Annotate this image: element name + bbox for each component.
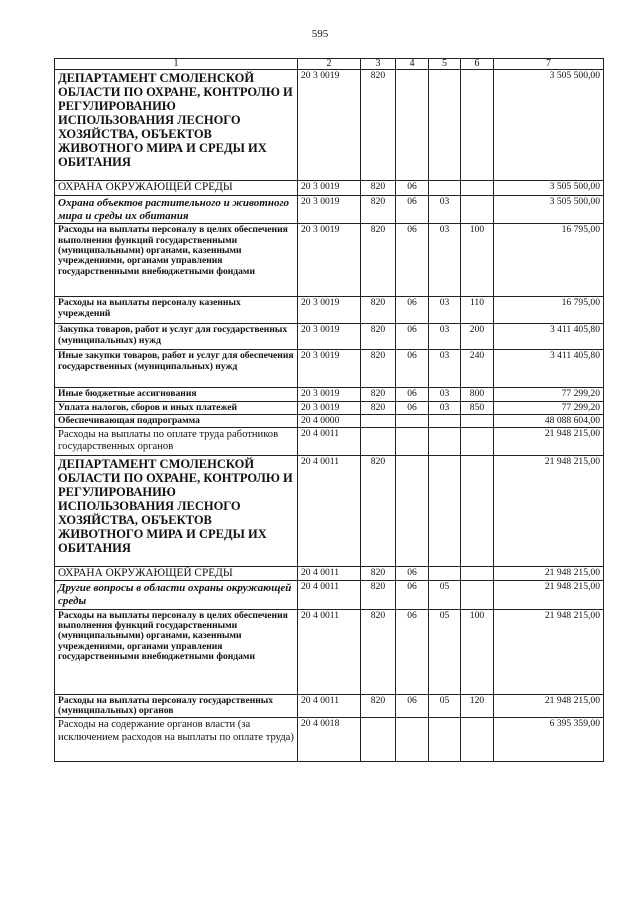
row-value-cell: 20 4 0011 [298, 566, 361, 581]
budget-table [54, 58, 604, 762]
table-body [55, 70, 604, 762]
row-value-cell: 06 [396, 324, 429, 350]
row-value-cell [461, 195, 494, 223]
table-row [55, 324, 604, 350]
table-row [55, 388, 604, 401]
row-name-cell: ДЕПАРТАМЕНТ СМОЛЕНСКОЙ ОБЛАСТИ ПО ОХРАНЕ, КОНТРОЛЮ И РЕГУЛИРОВАНИЮ ИСПОЛЬЗОВАНИЯ ЛЕСНОГО ХОЗЯЙСТВА, ОБЪЕКТОВ ЖИВОТНОГО МИРА И СРЕДЫ ИХ ОБИТАНИЯ [55, 455, 298, 566]
table-row [55, 428, 604, 455]
row-value-cell: 20 4 0018 [298, 718, 361, 762]
row-value-cell: 03 [429, 297, 461, 324]
row-value-cell [429, 566, 461, 581]
row-value-cell [461, 566, 494, 581]
row-value-cell: 20 3 0019 [298, 388, 361, 401]
row-name-cell: Обеспечивающая подпрограмма [55, 414, 298, 427]
row-value-cell [429, 70, 461, 181]
row-value-cell: 16 795,00 [494, 224, 604, 297]
row-value-cell: 20 3 0019 [298, 297, 361, 324]
table-row [55, 224, 604, 297]
row-name-cell: Иные закупки товаров, работ и услуг для обеспечения государственных (муниципальных) нужд [55, 350, 298, 388]
row-value-cell: 820 [361, 70, 396, 181]
row-value-cell [429, 718, 461, 762]
column-header: 1 [55, 59, 298, 70]
table-row [55, 414, 604, 427]
row-value-cell: 06 [396, 566, 429, 581]
row-value-cell: 100 [461, 609, 494, 694]
row-value-cell [461, 581, 494, 609]
row-value-cell [429, 181, 461, 196]
row-value-cell: 3 411 405,80 [494, 324, 604, 350]
row-value-cell: 6 395 359,00 [494, 718, 604, 762]
row-value-cell: 03 [429, 401, 461, 414]
row-value-cell: 20 3 0019 [298, 181, 361, 196]
row-value-cell: 03 [429, 350, 461, 388]
row-value-cell: 03 [429, 195, 461, 223]
row-value-cell: 77 299,20 [494, 401, 604, 414]
row-value-cell: 240 [461, 350, 494, 388]
row-value-cell: 820 [361, 455, 396, 566]
row-value-cell: 20 3 0019 [298, 350, 361, 388]
row-value-cell: 06 [396, 224, 429, 297]
row-value-cell [461, 455, 494, 566]
row-value-cell: 05 [429, 694, 461, 718]
table-row [55, 181, 604, 196]
row-value-cell: 77 299,20 [494, 388, 604, 401]
row-value-cell [461, 414, 494, 427]
row-value-cell: 200 [461, 324, 494, 350]
row-value-cell: 20 3 0019 [298, 324, 361, 350]
row-value-cell: 820 [361, 324, 396, 350]
row-value-cell [396, 718, 429, 762]
row-value-cell [396, 414, 429, 427]
row-name-cell: Расходы на выплаты персоналу государственных (муниципальных) органов [55, 694, 298, 718]
row-value-cell [396, 70, 429, 181]
row-name-cell: Расходы на содержание органов власти (за исключением расходов на выплаты по оплате труда) [55, 718, 298, 762]
row-value-cell: 03 [429, 224, 461, 297]
row-name-cell: ОХРАНА ОКРУЖАЮЩЕЙ СРЕДЫ [55, 566, 298, 581]
row-value-cell [361, 718, 396, 762]
row-value-cell: 100 [461, 224, 494, 297]
row-value-cell: 20 4 0011 [298, 609, 361, 694]
table-row [55, 609, 604, 694]
row-value-cell [429, 414, 461, 427]
row-value-cell: 06 [396, 181, 429, 196]
row-value-cell: 820 [361, 609, 396, 694]
row-value-cell: 06 [396, 297, 429, 324]
row-value-cell: 21 948 215,00 [494, 581, 604, 609]
row-value-cell [429, 428, 461, 455]
table-row [55, 718, 604, 762]
row-value-cell: 03 [429, 324, 461, 350]
row-value-cell: 16 795,00 [494, 297, 604, 324]
column-header: 5 [429, 59, 461, 70]
row-value-cell: 820 [361, 181, 396, 196]
row-name-cell: Расходы на выплаты по оплате труда работников государственных органов [55, 428, 298, 455]
row-name-cell: ДЕПАРТАМЕНТ СМОЛЕНСКОЙ ОБЛАСТИ ПО ОХРАНЕ, КОНТРОЛЮ И РЕГУЛИРОВАНИЮ ИСПОЛЬЗОВАНИЯ ЛЕСНОГО ХОЗЯЙСТВА, ОБЪЕКТОВ ЖИВОТНОГО МИРА И СРЕДЫ ИХ ОБИТАНИЯ [55, 70, 298, 181]
row-value-cell: 06 [396, 694, 429, 718]
row-value-cell: 06 [396, 609, 429, 694]
row-name-cell: ОХРАНА ОКРУЖАЮЩЕЙ СРЕДЫ [55, 181, 298, 196]
row-value-cell [361, 428, 396, 455]
row-value-cell: 3 505 500,00 [494, 195, 604, 223]
row-value-cell [461, 70, 494, 181]
row-value-cell: 20 4 0011 [298, 694, 361, 718]
row-value-cell: 120 [461, 694, 494, 718]
table-row [55, 401, 604, 414]
row-value-cell: 820 [361, 401, 396, 414]
row-value-cell: 20 3 0019 [298, 224, 361, 297]
row-value-cell: 820 [361, 195, 396, 223]
row-name-cell: Расходы на выплаты персоналу казенных учреждений [55, 297, 298, 324]
row-value-cell: 820 [361, 297, 396, 324]
row-value-cell: 820 [361, 694, 396, 718]
table-row [55, 455, 604, 566]
row-value-cell [461, 428, 494, 455]
row-name-cell: Другие вопросы в области охраны окружающей среды [55, 581, 298, 609]
row-value-cell [429, 455, 461, 566]
row-value-cell: 05 [429, 609, 461, 694]
row-name-cell: Расходы на выплаты персоналу в целях обеспечения выполнения функций государственными (муниципальными) органами, казенными учреждениями, органами управления государственными внебюджетными фондами [55, 224, 298, 297]
row-value-cell: 20 3 0019 [298, 70, 361, 181]
row-value-cell [361, 414, 396, 427]
row-value-cell [396, 455, 429, 566]
table-row [55, 297, 604, 324]
column-header: 6 [461, 59, 494, 70]
row-value-cell: 20 4 0000 [298, 414, 361, 427]
table-row [55, 195, 604, 223]
row-name-cell: Иные бюджетные ассигнования [55, 388, 298, 401]
row-value-cell: 3 411 405,80 [494, 350, 604, 388]
row-value-cell: 06 [396, 350, 429, 388]
row-value-cell: 03 [429, 388, 461, 401]
row-value-cell [461, 181, 494, 196]
row-value-cell: 06 [396, 401, 429, 414]
row-value-cell: 21 948 215,00 [494, 455, 604, 566]
row-value-cell: 20 4 0011 [298, 455, 361, 566]
row-value-cell: 820 [361, 581, 396, 609]
column-header: 2 [298, 59, 361, 70]
row-value-cell: 20 3 0019 [298, 195, 361, 223]
row-value-cell: 20 4 0011 [298, 581, 361, 609]
column-header: 7 [494, 59, 604, 70]
row-value-cell: 800 [461, 388, 494, 401]
row-value-cell: 48 088 604,00 [494, 414, 604, 427]
row-value-cell: 820 [361, 388, 396, 401]
column-header: 3 [361, 59, 396, 70]
table-row [55, 694, 604, 718]
row-value-cell [396, 428, 429, 455]
row-name-cell: Охрана объектов растительного и животного мира и среды их обитания [55, 195, 298, 223]
row-value-cell: 3 505 500,00 [494, 181, 604, 196]
row-name-cell: Уплата налогов, сборов и иных платежей [55, 401, 298, 414]
row-value-cell: 820 [361, 350, 396, 388]
row-value-cell: 820 [361, 224, 396, 297]
table-row [55, 350, 604, 388]
row-value-cell [461, 718, 494, 762]
column-header-row [55, 59, 604, 70]
row-name-cell: Расходы на выплаты персоналу в целях обеспечения выполнения функций государственными (муниципальными) органами, казенными учреждениями, органами управления государственными внебюджетными фондами [55, 609, 298, 694]
row-value-cell: 20 4 0011 [298, 428, 361, 455]
row-value-cell: 06 [396, 388, 429, 401]
row-value-cell: 06 [396, 581, 429, 609]
page-number: 595 [311, 28, 329, 40]
column-header: 4 [396, 59, 429, 70]
row-value-cell: 110 [461, 297, 494, 324]
row-value-cell: 05 [429, 581, 461, 609]
row-value-cell: 21 948 215,00 [494, 609, 604, 694]
row-value-cell: 820 [361, 566, 396, 581]
row-value-cell: 3 505 500,00 [494, 70, 604, 181]
row-name-cell: Закупка товаров, работ и услуг для государственных (муниципальных) нужд [55, 324, 298, 350]
row-value-cell: 850 [461, 401, 494, 414]
row-value-cell: 21 948 215,00 [494, 566, 604, 581]
row-value-cell: 06 [396, 195, 429, 223]
table-row [55, 566, 604, 581]
row-value-cell: 20 3 0019 [298, 401, 361, 414]
table-row [55, 581, 604, 609]
table-row [55, 70, 604, 181]
row-value-cell: 21 948 215,00 [494, 428, 604, 455]
row-value-cell: 21 948 215,00 [494, 694, 604, 718]
